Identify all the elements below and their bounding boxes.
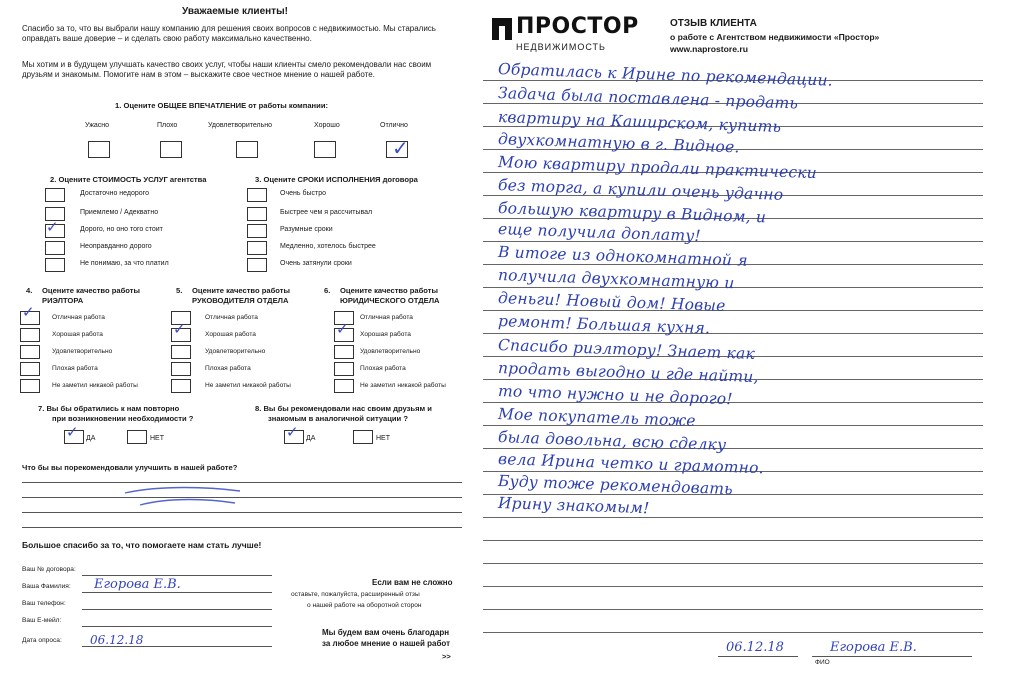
check-mark-icon: ✓	[66, 423, 79, 441]
q8-label: 8. Вы бы рекомендовали нас своим друзьям и	[255, 404, 432, 413]
q4-option-label: Отличная работа	[52, 314, 105, 321]
ruled-line	[483, 586, 983, 587]
email-label: Ваш Е-мейл:	[22, 617, 62, 624]
improve-label: Что бы вы порекомендовали улучшить в нашей работе?	[22, 463, 238, 472]
review-line: большую квартиру в Видном, и	[497, 199, 767, 227]
q1-option-label: Ужасно	[85, 122, 110, 129]
date-line	[718, 656, 798, 657]
q7-label-line2: при возникновении необходимости ?	[52, 414, 194, 423]
q2-option-label: Неоправданно дорого	[80, 243, 152, 250]
q1-checkbox[interactable]	[314, 141, 336, 158]
logo-text: ПРОСТОР	[516, 14, 639, 39]
review-line: Ирину знакомым!	[497, 494, 650, 518]
next-page-arrow-icon: >>	[442, 652, 451, 661]
note-line-4: Мы будем вам очень благодарн	[322, 628, 450, 637]
ruled-line	[483, 540, 983, 541]
q4-option-label: Удовлетворительно	[52, 348, 113, 355]
q4-option-label: Плохая работа	[52, 365, 98, 372]
q2-checkbox[interactable]	[45, 188, 65, 202]
q3-option-label: Разумные сроки	[280, 226, 333, 233]
q6-checkbox[interactable]	[334, 362, 354, 376]
review-line: Спасибо риэлтору! Знает как	[497, 336, 756, 363]
review-line: квартиру на Каширском, купить	[497, 108, 782, 136]
q8-label-line2: знакомым в аналогичной ситуации ?	[268, 414, 408, 423]
q1-option-label: Удовлетворительно	[208, 122, 273, 129]
q3-checkbox[interactable]	[247, 188, 267, 202]
q7-yes-label: ДА	[86, 435, 96, 442]
phone-label: Ваш телефон:	[22, 600, 66, 607]
note-line-3: о нашей работе на оборотной сторон	[307, 602, 422, 609]
review-line: Обратилась к Ирине по рекомендации.	[497, 60, 834, 90]
q5-option-label: Не заметил никакой работы	[205, 382, 291, 389]
q5-checkbox[interactable]	[171, 379, 191, 393]
q4-option-label: Не заметил никакой работы	[52, 382, 138, 389]
q3-option-label: Быстрее чем я рассчитывал	[280, 209, 373, 216]
review-line: была довольна, всю сделку	[497, 428, 727, 454]
check-mark-icon: ✓	[336, 320, 349, 338]
contract-number-label: Ваш № договора:	[22, 566, 76, 573]
q1-checkbox[interactable]	[160, 141, 182, 158]
q3-checkbox[interactable]	[247, 241, 267, 255]
review-title: ОТЗЫВ КЛИЕНТА	[670, 18, 757, 29]
q2-option-label: Дорого, но оно того стоит	[80, 226, 163, 233]
q4-checkbox[interactable]	[20, 328, 40, 342]
ruled-line	[483, 563, 983, 564]
review-line: еще получила доплату!	[497, 220, 702, 246]
logo-subtitle: НЕДВИЖИМОСТЬ	[516, 42, 606, 52]
q4-label: Оцените качество работы	[42, 286, 140, 295]
q2-option-label: Достаточно недорого	[80, 190, 149, 197]
q8-yes-label: ДА	[306, 435, 316, 442]
logo-mark-icon	[490, 16, 514, 42]
q5-option-label: Отличная работа	[205, 314, 258, 321]
q2-option-label: Приемлемо / Адекватно	[80, 209, 159, 216]
q7-no-label: НЕТ	[150, 435, 164, 442]
review-subtitle: о работе с Агентством недвижимости «Простор»	[670, 32, 880, 42]
q6-label-subject: ЮРИДИЧЕСКОГО ОТДЕЛА	[340, 296, 440, 305]
review-line: без торга, а купили очень удачно	[497, 176, 784, 204]
q8-no-checkbox[interactable]	[353, 430, 373, 444]
check-mark-icon: ✓	[46, 218, 59, 236]
q6-label: Оцените качество работы	[340, 286, 438, 295]
review-line: В итоге из однокомнатной я	[497, 243, 749, 270]
note-line-1: Если вам не сложно	[372, 578, 453, 587]
q1-option-label: Отлично	[380, 122, 408, 129]
q6-checkbox[interactable]	[334, 345, 354, 359]
phone-field[interactable]	[82, 609, 272, 610]
q1-option-label: Плохо	[157, 122, 178, 129]
q3-checkbox[interactable]	[247, 224, 267, 238]
q4-number: 4.	[26, 286, 33, 295]
surname-value: Егорова Е.В.	[94, 577, 181, 592]
signature-line	[812, 656, 972, 657]
surname-label: Ваша Фамилия:	[22, 583, 71, 590]
q6-checkbox[interactable]	[334, 379, 354, 393]
q1-label: 1. Оцените ОБЩЕЕ ВПЕЧАТЛЕНИЕ от работы компании:	[115, 101, 329, 110]
surname-field[interactable]	[82, 592, 272, 593]
survey-page	[0, 0, 470, 679]
q7-label: 7. Вы бы обратились к нам повторно	[38, 404, 180, 413]
q6-option-label: Не заметил никакой работы	[360, 382, 446, 389]
note-line-5: за любое мнение о нашей работ	[322, 639, 451, 648]
review-line: ремонт! Большая кухня.	[497, 312, 711, 338]
q1-option-label: Хорошо	[314, 122, 340, 129]
improve-line	[22, 527, 462, 528]
q3-option-label: Медленно, хотелось быстрее	[280, 243, 376, 250]
review-line: получила двухкомнатную и	[497, 266, 735, 293]
q4-checkbox[interactable]	[20, 362, 40, 376]
q4-label-subject: РИЭЛТОРА	[42, 296, 84, 305]
q6-option-label: Хорошая работа	[360, 331, 411, 338]
review-line: Мое покупатель тоже	[497, 405, 697, 430]
q2-checkbox[interactable]	[45, 241, 65, 255]
q5-checkbox[interactable]	[171, 362, 191, 376]
review-line: Буду тоже рекомендовать	[497, 472, 734, 499]
q6-option-label: Удовлетворительно	[360, 348, 421, 355]
q3-option-label: Очень затянули сроки	[280, 260, 352, 267]
ruled-line	[483, 609, 983, 610]
q5-option-label: Плохая работа	[205, 365, 251, 372]
email-field[interactable]	[82, 626, 272, 627]
survey-title: Уважаемые клиенты!	[182, 6, 288, 17]
q7-no-checkbox[interactable]	[127, 430, 147, 444]
review-line: двухкомнатную в г. Видное.	[497, 130, 740, 157]
q5-label-subject: РУКОВОДИТЕЛЯ ОТДЕЛА	[192, 296, 289, 305]
check-mark-icon: ✓	[392, 136, 409, 160]
check-mark-icon: ✓	[286, 423, 299, 441]
q6-option-label: Отличная работа	[360, 314, 413, 321]
review-line: Задача была поставлена - продать	[497, 84, 799, 113]
review-line: Мою квартиру продали практически	[497, 153, 818, 183]
q2-checkbox[interactable]	[45, 258, 65, 272]
q4-option-label: Хорошая работа	[52, 331, 103, 338]
q1-checkbox[interactable]	[236, 141, 258, 158]
review-line: то что нужно и не дорого!	[497, 382, 734, 409]
check-mark-icon: ✓	[173, 320, 186, 338]
thanks-heading: Большое спасибо за то, что помогаете нам стать лучше!	[22, 540, 262, 550]
q5-label: Оцените качество работы	[192, 286, 290, 295]
q4-checkbox[interactable]	[20, 345, 40, 359]
review-line: продать выгодно и где найти,	[497, 359, 759, 387]
q6-option-label: Плохая работа	[360, 365, 406, 372]
q4-checkbox[interactable]	[20, 379, 40, 393]
q3-label: 3. Оцените СРОКИ ИСПОЛНЕНИЯ договора	[255, 175, 418, 184]
q3-checkbox[interactable]	[247, 258, 267, 272]
q3-checkbox[interactable]	[247, 207, 267, 221]
signature: Егорова Е.В.	[830, 640, 917, 655]
review-date: 06.12.18	[726, 640, 784, 655]
q3-option-label: Очень быстро	[280, 190, 326, 197]
q5-checkbox[interactable]	[171, 345, 191, 359]
intro-paragraph-2: Мы хотим и в будущем улучшать качество своих услуг, чтобы наши клиенты смело рекомендовали нас своим друзьям и знакомым. Помогите нам в этом – выскажите свое честное мнение о нашей работе.	[22, 60, 432, 79]
review-line: вела Ирина четко и грамотно.	[497, 450, 765, 478]
q5-option-label: Удовлетворительно	[205, 348, 266, 355]
contract-number-field[interactable]	[82, 575, 272, 576]
ruled-line	[483, 632, 983, 633]
q1-checkbox[interactable]	[88, 141, 110, 158]
q5-option-label: Хорошая работа	[205, 331, 256, 338]
q6-number: 6.	[324, 286, 331, 295]
q5-number: 5.	[176, 286, 183, 295]
survey-date-label: Дата опроса:	[22, 637, 62, 644]
survey-date-value: 06.12.18	[90, 633, 144, 647]
q2-option-label: Не понимаю, за что платил	[80, 260, 169, 267]
intro-paragraph-1: Спасибо за то, что вы выбрали нашу компанию для решения своих вопросов с недвижимостью. Мы старались оправдать ваше доверие – и сделать свою работу максимально качественно.	[22, 24, 436, 43]
q2-label: 2. Оцените СТОИМОСТЬ УСЛУГ агентства	[50, 175, 207, 184]
check-mark-icon: ✓	[22, 303, 35, 321]
q8-no-label: НЕТ	[376, 435, 390, 442]
review-line: деньги! Новый дом! Новые	[497, 289, 726, 315]
fio-label: ФИО	[815, 659, 830, 666]
scribble-dash-icon	[120, 483, 250, 513]
note-line-2: оставьте, пожалуйста, расширенный отзы	[291, 591, 420, 598]
company-website-link[interactable]: www.naprostore.ru	[670, 44, 748, 54]
